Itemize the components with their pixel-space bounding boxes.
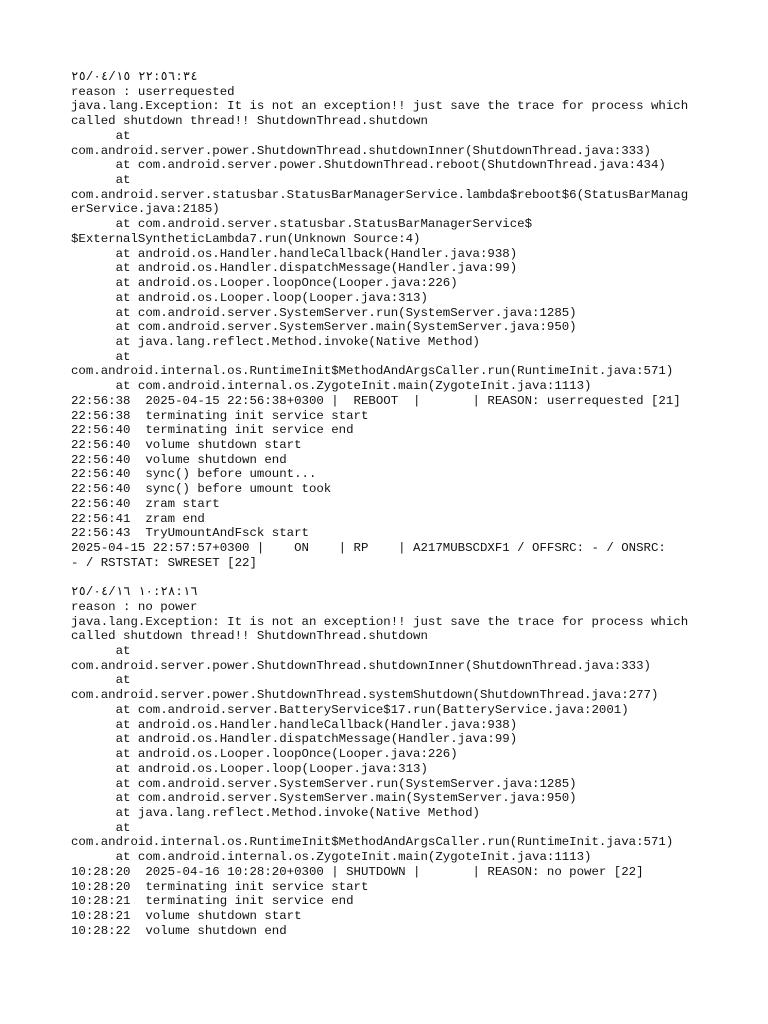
log-line: reason : no power	[71, 599, 198, 614]
entry-timestamp: ٢٢:٥٦:٣٤ ٢٥/٠٤/١٥	[71, 70, 198, 84]
log-line: at	[71, 173, 131, 188]
log-line: 10:28:21 terminating init service end	[71, 894, 354, 909]
log-line: 22:56:43 TryUmountAndFsck start	[71, 526, 309, 541]
log-line: com.android.server.power.ShutdownThread.shutdownInner(ShutdownThread.java:333)	[71, 658, 651, 673]
log-line: at java.lang.reflect.Method.invoke(Native Method)	[71, 805, 480, 820]
log-line: 10:28:20 terminating init service start	[71, 879, 369, 894]
log-line: java.lang.Exception: It is not an exception!! just save the trace for process which	[71, 614, 689, 629]
log-line: at android.os.Looper.loop(Looper.java:313)	[71, 290, 428, 305]
log-line: at com.android.server.power.ShutdownThread.reboot(ShutdownThread.java:434)	[71, 158, 666, 173]
log-line: called shutdown thread!! ShutdownThread.shutdown	[71, 629, 428, 644]
log-line: at	[71, 820, 131, 835]
log-line: 10:28:20 2025-04-16 10:28:20+0300 | SHUTDOWN | | REASON: no power [22]	[71, 864, 644, 879]
log-line: reason : userrequested	[71, 84, 235, 99]
log-line: at com.android.server.SystemServer.run(SystemServer.java:1285)	[71, 776, 577, 791]
log-line: com.android.internal.os.RuntimeInit$MethodAndArgsCaller.run(RuntimeInit.java:571)	[71, 364, 674, 379]
log-line: at com.android.internal.os.ZygoteInit.main(ZygoteInit.java:1113)	[71, 850, 592, 865]
log-line: at com.android.server.statusbar.StatusBarManagerService$	[71, 217, 533, 232]
log-line: - / RSTSTAT: SWRESET [22]	[71, 555, 257, 570]
log-entries	[71, 70, 751, 938]
entry-separator	[71, 570, 751, 585]
log-line: com.android.server.statusbar.StatusBarManagerService.lambda$reboot$6(StatusBarManag	[71, 187, 689, 202]
log-line: at com.android.server.SystemServer.main(SystemServer.java:950)	[71, 320, 577, 335]
log-line: at com.android.server.SystemServer.run(SystemServer.java:1285)	[71, 305, 577, 320]
log-line: com.android.server.power.ShutdownThread.systemShutdown(ShutdownThread.java:277)	[71, 688, 659, 703]
log-line: at android.os.Looper.loopOnce(Looper.java:226)	[71, 747, 458, 762]
log-line: com.android.internal.os.RuntimeInit$MethodAndArgsCaller.run(RuntimeInit.java:571)	[71, 835, 674, 850]
log-line: 22:56:40 sync() before umount...	[71, 467, 317, 482]
log-line: 10:28:22 volume shutdown end	[71, 923, 287, 938]
log-line: at android.os.Looper.loop(Looper.java:313)	[71, 761, 428, 776]
log-line: at android.os.Handler.dispatchMessage(Handler.java:99)	[71, 732, 518, 747]
log-line: at android.os.Handler.handleCallback(Handler.java:938)	[71, 717, 518, 732]
log-line: 22:56:40 volume shutdown start	[71, 437, 302, 452]
log-line: at java.lang.reflect.Method.invoke(Native Method)	[71, 334, 480, 349]
log-line: 22:56:40 sync() before umount took	[71, 482, 332, 497]
log-entry	[71, 585, 751, 938]
log-line: at	[71, 349, 131, 364]
log-line: 22:56:38 2025-04-15 22:56:38+0300 | REBOOT | | REASON: userrequested [21]	[71, 393, 681, 408]
log-line: at android.os.Looper.loopOnce(Looper.java:226)	[71, 276, 458, 291]
log-line: at	[71, 673, 131, 688]
log-line: called shutdown thread!! ShutdownThread.shutdown	[71, 114, 428, 129]
log-line: at com.android.server.SystemServer.main(SystemServer.java:950)	[71, 791, 577, 806]
log-document	[71, 70, 751, 938]
log-line: 2025-04-15 22:57:57+0300 | ON | RP | A217MUBSCDXF1 / OFFSRC: - / ONSRC:	[71, 541, 666, 555]
log-line: 22:56:40 terminating init service end	[71, 423, 354, 438]
log-line: 22:56:41 zram end	[71, 511, 205, 526]
log-entry	[71, 70, 751, 570]
log-line: at android.os.Handler.dispatchMessage(Handler.java:99)	[71, 261, 518, 276]
log-line: java.lang.Exception: It is not an exception!! just save the trace for process which	[71, 99, 689, 114]
log-line: 22:56:38 terminating init service start	[71, 408, 369, 423]
log-line: at	[71, 644, 131, 659]
log-line: $ExternalSyntheticLambda7.run(Unknown Source:4)	[71, 231, 421, 246]
log-line: at com.android.server.BatteryService$17.run(BatteryService.java:2001)	[71, 702, 629, 717]
log-line: erService.java:2185)	[71, 202, 220, 217]
log-line: 22:56:40 zram start	[71, 496, 220, 511]
log-line: at com.android.internal.os.ZygoteInit.main(ZygoteInit.java:1113)	[71, 379, 592, 394]
log-line: 10:28:21 volume shutdown start	[71, 908, 302, 923]
log-line: at android.os.Handler.handleCallback(Handler.java:938)	[71, 246, 518, 261]
log-line: at	[71, 128, 131, 143]
entry-timestamp: ١٠:٢٨:١٦ ٢٥/٠٤/١٦	[71, 585, 198, 600]
log-line: 22:56:40 volume shutdown end	[71, 452, 287, 467]
log-line: com.android.server.power.ShutdownThread.shutdownInner(ShutdownThread.java:333)	[71, 143, 651, 158]
